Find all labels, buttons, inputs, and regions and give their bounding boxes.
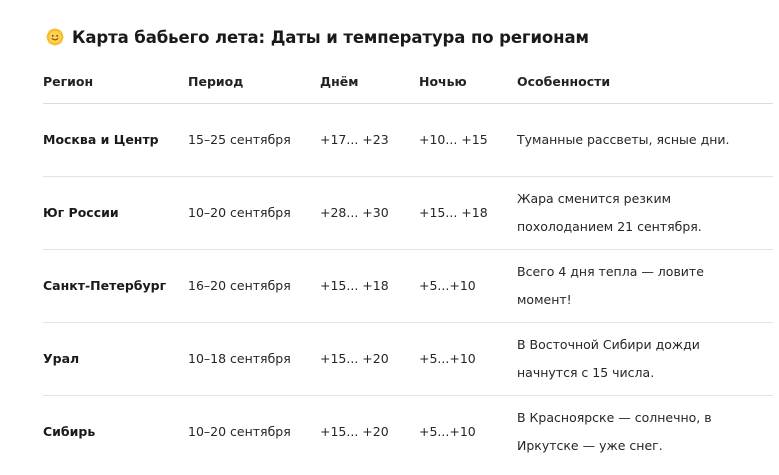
cell-night-text: +15... +18	[419, 205, 488, 220]
cell-period-text: 16–20 сентября	[188, 278, 291, 293]
cell-period	[188, 323, 308, 395]
cell-notes-text: Туманные рассветы, ясные дни.	[517, 132, 730, 147]
cell-period-text: 10–20 сентября	[188, 205, 291, 220]
cell-period	[188, 177, 308, 249]
cell-day	[320, 323, 410, 395]
cell-period	[188, 396, 308, 468]
table-row	[43, 323, 773, 396]
cell-day-text: +28... +30	[320, 205, 389, 220]
weather-table	[43, 66, 773, 468]
cell-region-text: Москва и Центр	[43, 132, 159, 147]
table-row	[43, 104, 773, 177]
cell-region-text: Санкт-Петербург	[43, 278, 167, 293]
column-header-night: Ночью	[419, 74, 467, 89]
cell-notes-text: В Восточной Сибири дожди начнутся с 15 числа.	[517, 337, 700, 380]
cell-night-text: +10... +15	[419, 132, 488, 147]
cell-notes-text: Жара сменится резким похолоданием 21 сентября.	[517, 191, 702, 234]
cell-night	[419, 396, 509, 468]
cell-day-text: +17... +23	[320, 132, 389, 147]
cell-period-text: 15–25 сентября	[188, 132, 291, 147]
cell-region	[43, 396, 173, 468]
cell-region	[43, 177, 173, 249]
column-header-notes: Особенности	[517, 74, 611, 89]
cell-day	[320, 250, 410, 322]
cell-region-text: Урал	[43, 351, 80, 366]
cell-notes	[517, 177, 737, 249]
cell-region	[43, 323, 173, 395]
cell-region	[43, 104, 173, 176]
cell-notes	[517, 396, 737, 468]
cell-notes	[517, 250, 737, 322]
cell-night-text: +5...+10	[419, 351, 476, 366]
cell-night	[419, 177, 509, 249]
column-header-day: Днём	[320, 74, 359, 89]
cell-region-text: Сибирь	[43, 424, 96, 439]
cell-day-text: +15... +18	[320, 278, 389, 293]
cell-period-text: 10–18 сентября	[188, 351, 291, 366]
cell-notes	[517, 104, 737, 176]
cell-night	[419, 323, 509, 395]
sun-face-icon	[45, 27, 65, 47]
cell-notes	[517, 323, 737, 395]
cell-day	[320, 396, 410, 468]
cell-night	[419, 104, 509, 176]
title-row	[45, 24, 589, 50]
cell-period	[188, 250, 308, 322]
cell-region	[43, 250, 173, 322]
cell-night	[419, 250, 509, 322]
cell-day	[320, 177, 410, 249]
cell-period-text: 10–20 сентября	[188, 424, 291, 439]
cell-night-text: +5...+10	[419, 278, 476, 293]
cell-day-text: +15... +20	[320, 424, 389, 439]
column-header-period: Период	[188, 74, 244, 89]
cell-region-text: Юг России	[43, 205, 119, 220]
column-header-region: Регион	[43, 74, 94, 89]
table-row	[43, 177, 773, 250]
cell-period	[188, 104, 308, 176]
table-row	[43, 250, 773, 323]
table-header	[43, 66, 773, 104]
cell-day	[320, 104, 410, 176]
cell-notes-text: В Красноярске — солнечно, в Иркутске — уже снег.	[517, 410, 712, 453]
cell-day-text: +15... +20	[320, 351, 389, 366]
page-title: Карта бабьего лета: Даты и температура по регионам	[72, 27, 589, 47]
table-row	[43, 396, 773, 468]
cell-notes-text: Всего 4 дня тепла — ловите момент!	[517, 264, 704, 307]
cell-night-text: +5...+10	[419, 424, 476, 439]
